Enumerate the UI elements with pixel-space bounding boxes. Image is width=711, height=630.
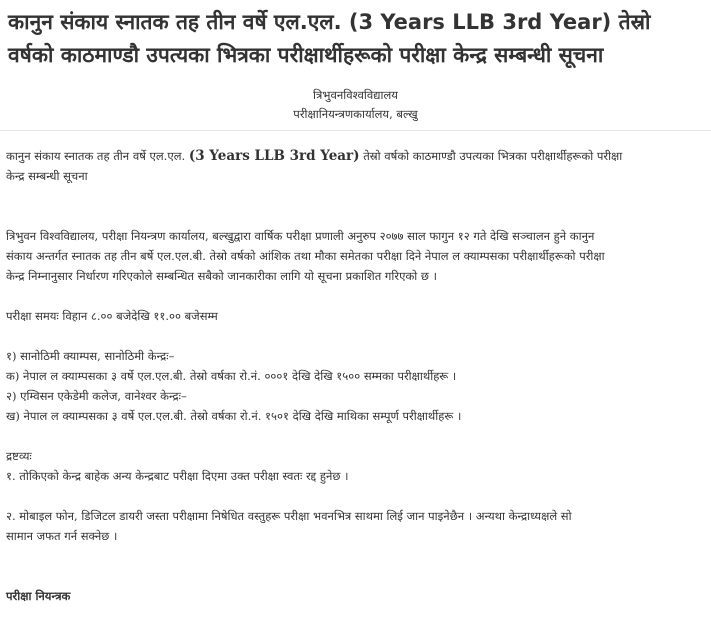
- notice-title: कानुन संकाय स्नातक तह तीन वर्षे एल.एल. (3 Years LLB 3rd Year) तेस्रो वर्षको काठमाण्डौ उपत्यका भित्रका परीक्षार्थीहरूको परीक्षा केन्द्र सम्बन्धी सूचना: [8, 10, 651, 67]
- body-line-2: संकाय अन्तर्गत स्नातक तह तीन बर्षे एल.एल.बी. तेस्रो वर्षको आंशिक तथा मौका समेतका परीक्षा दिने नेपाल ल क्याम्पसका परीक्षार्थीहरूको परीक्षा: [6, 249, 605, 263]
- center-heading: २) एम्विसन एकेडेमी कलेज, वानेश्वर केन्द्रः–: [6, 389, 187, 403]
- note-1: १. तोकिएको केन्द्र बाहेक अन्य केन्द्रबाट परीक्षा दिएमा उक्त परीक्षा स्वतः रद्द हुनेछ ।: [6, 469, 349, 483]
- subject-program-en: (3 Years LLB 3rd Year): [188, 148, 360, 164]
- center-heading: १) सानोठिमी क्याम्पस, सानोठिमी केन्द्रः–: [6, 349, 175, 363]
- issuer-university: त्रिभुवनविश्वविद्यालय: [313, 88, 398, 102]
- note-2-line-2: सामान जफत गर्न सक्नेछ ।: [6, 529, 118, 543]
- center-detail: क) नेपाल ल क्याम्पसका ३ वर्षे एल.एल.बी. तेस्रो वर्षका रो.नं. ०००१ देखि देखि १५०० सम्मका परीक्षार्थीहरू ।: [6, 369, 457, 383]
- subject-text-b: तेस्रो वर्षको काठमाण्डौ उपत्यका भित्रका परीक्षार्थीहरूको परीक्षा: [359, 149, 623, 163]
- signature: परीक्षा नियन्त्रक: [6, 589, 71, 603]
- body-line-3: केन्द्र निम्नानुसार निर्धारण गरिएकोले सम्बन्धित सबैको जानकारीका लागि यो सूचना प्रकाशित गरिएको छ ।: [6, 269, 437, 283]
- subject-line-1: [6, 146, 696, 166]
- issuer-block: [0, 86, 711, 124]
- body-line-1: त्रिभुवन विश्वविद्यालय, परीक्षा नियन्त्रण कार्यालय, बल्खुद्वारा वार्षिक परीक्षा प्रणाली अनुरुप २०७७ साल फागुन १२ गते देखि सञ्चालन हुने कानुन: [6, 229, 595, 243]
- note-2-line-1: २. मोबाइल फोन, डिजिटल डायरी जस्ता परीक्षामा निषेधित वस्तुहरू परीक्षा भवनभित्र साथमा लिई जान पाइनेछैन । अन्यथा केन्द्राध्यक्षले सो: [6, 509, 572, 523]
- subject-line-2: केन्द्र सम्बन्धी सूचना: [6, 169, 88, 183]
- notes-heading: द्रष्टव्यः: [6, 449, 32, 463]
- divider: [0, 130, 711, 131]
- subject-text-a: कानुन संकाय स्नातक तह तीन वर्षे एल.एल.: [6, 149, 189, 163]
- issuer-office: परीक्षानियन्त्रणकार्यालय, बल्खु: [293, 107, 418, 121]
- exam-time: परीक्षा समयः विहान ८.०० बजेदेखि ११.०० बजेसम्म: [6, 309, 218, 323]
- center-detail: ख) नेपाल ल क्याम्पसका ३ वर्षे एल.एल.बी. तेस्रो वर्षका रो.नं. १५०१ देखि देखि माथिका सम्पूर्ण परीक्षार्थीहरू ।: [6, 409, 462, 423]
